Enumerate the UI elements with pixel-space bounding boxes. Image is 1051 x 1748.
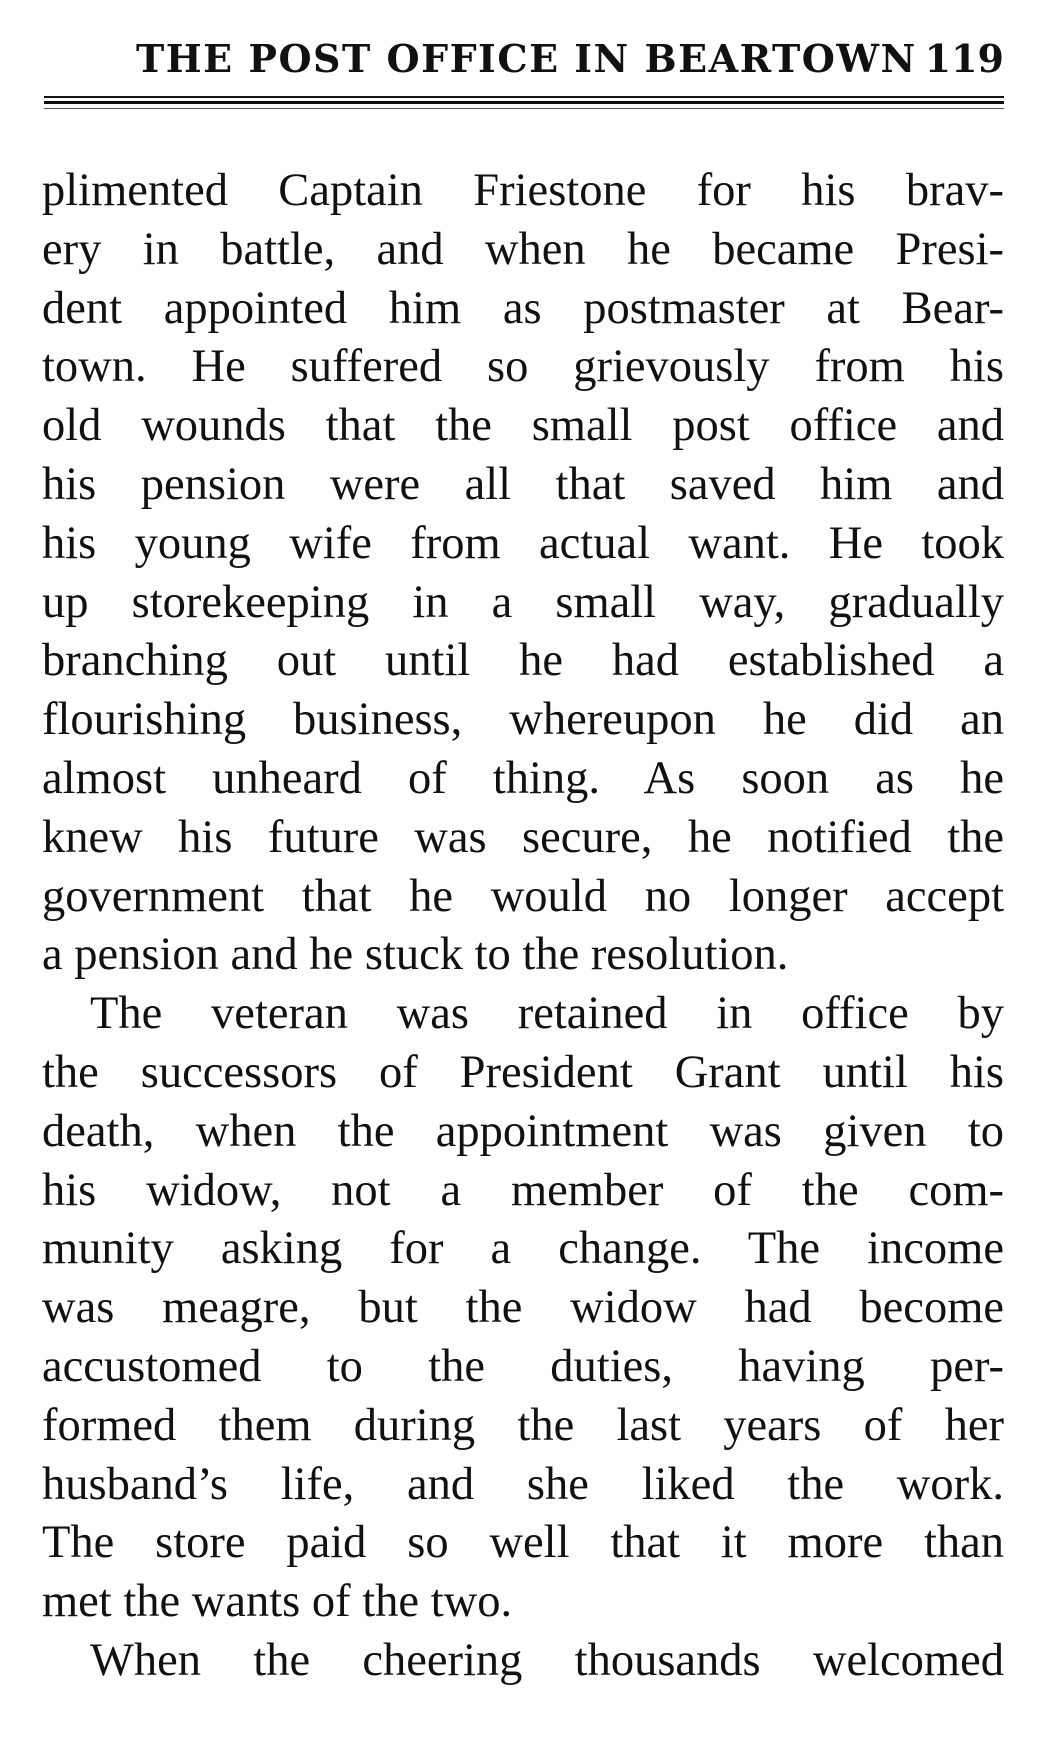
text-line: his widow, not a member of the com-: [42, 1164, 1004, 1216]
text-line: knew his future was secure, he notified the: [42, 811, 1004, 863]
text-line: almost unheard of thing. As soon as he: [42, 752, 1004, 804]
header-rule-top: [44, 96, 1004, 98]
text-line: husband’s life, and she liked the work.: [42, 1458, 1004, 1510]
text-line: death, when the appointment was given to: [42, 1105, 1004, 1157]
running-title: THE POST OFFICE IN BEARTOWN: [136, 36, 917, 81]
text-line: The store paid so well that it more than: [42, 1517, 1004, 1569]
text-line: his young wife from actual want. He took: [42, 517, 1004, 569]
text-line: a pension and he stuck to the resolution.: [42, 929, 789, 981]
text-line: branching out until he had established a: [42, 635, 1004, 687]
body-text: [42, 162, 1004, 1691]
text-line: accustomed to the duties, having per-: [42, 1340, 1004, 1392]
paragraph-2: [42, 985, 1004, 1632]
text-line: government that he would no longer accept: [42, 870, 1004, 922]
paragraph-1: [42, 162, 1004, 985]
text-line: The veteran was retained in office by: [90, 988, 1004, 1040]
text-line: plimented Captain Friestone for his brav-: [42, 165, 1004, 216]
running-head: [44, 34, 1004, 84]
page-number: 119: [924, 36, 1004, 81]
text-line: ery in battle, and when he became Presi-: [42, 223, 1004, 275]
text-line: old wounds that the small post office and: [42, 400, 1004, 452]
text-line: munity asking for a change. The income: [42, 1223, 1004, 1275]
text-line: When the cheering thousands welcomed: [90, 1634, 1004, 1686]
header-rule-middle: [44, 101, 1004, 104]
header-rule-bottom: [44, 108, 1004, 109]
text-line: formed them during the last years of her: [42, 1399, 1004, 1451]
text-line: dent appointed him as postmaster at Bear-: [42, 282, 1004, 334]
text-line: town. He suffered so grievously from his: [42, 341, 1004, 393]
text-line: up storekeeping in a small way, gradually: [42, 576, 1004, 628]
paragraph-3: [42, 1632, 1004, 1691]
text-line: the successors of President Grant until his: [42, 1046, 1004, 1098]
text-line: his pension were all that saved him and: [42, 458, 1004, 510]
text-line: flourishing business, whereupon he did an: [42, 694, 1004, 746]
text-line: met the wants of the two.: [42, 1576, 513, 1628]
text-line: was meagre, but the widow had become: [42, 1282, 1004, 1334]
